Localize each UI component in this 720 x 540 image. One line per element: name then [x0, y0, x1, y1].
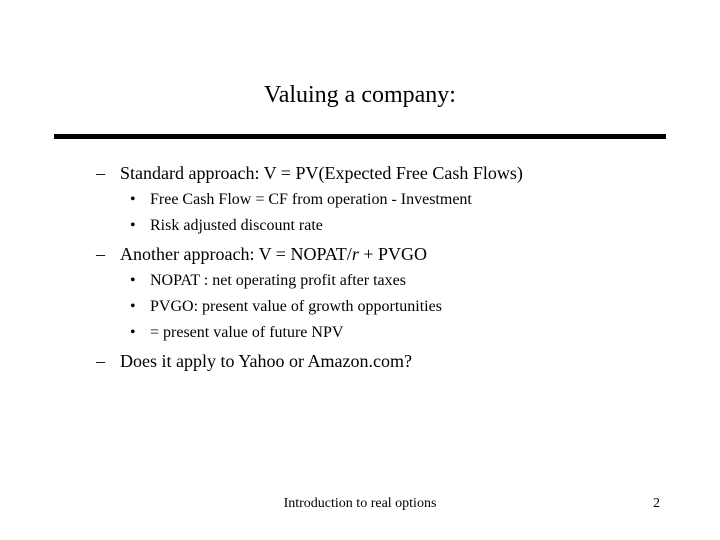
bullet-standard-approach — [96, 162, 523, 184]
dot-bullet: • — [130, 324, 136, 341]
title-divider — [54, 134, 666, 139]
bullet-text-end: + PVGO — [358, 244, 427, 264]
bullet-text-start: Another approach: V = NOPAT/ — [120, 244, 352, 264]
page-number: 2 — [653, 496, 660, 511]
sub-bullet-text: PVGO: present value of growth opportunities — [150, 298, 442, 315]
bullet-text-italic: r — [351, 244, 359, 264]
sub-bullet-future-npv — [130, 323, 343, 343]
dot-bullet: • — [130, 217, 136, 234]
dash-bullet: – — [96, 244, 105, 264]
sub-bullet-pvgo — [130, 297, 442, 317]
footer-title: Introduction to real options — [283, 496, 437, 511]
bullet-text: Standard approach: V = PV(Expected Free Cash Flows) — [120, 163, 523, 183]
dash-bullet: – — [96, 163, 105, 183]
dot-bullet: • — [130, 298, 136, 315]
sub-bullet-text: = present value of future NPV — [150, 324, 344, 341]
slide-title: Valuing a company: — [264, 82, 456, 108]
sub-bullet-text: Risk adjusted discount rate — [150, 217, 323, 234]
sub-bullet-text: NOPAT : net operating profit after taxes — [150, 272, 406, 289]
sub-bullet-discount-rate — [130, 216, 323, 236]
bullet-yahoo-amazon — [96, 350, 412, 372]
sub-bullet-free-cash-flow — [130, 190, 472, 210]
dot-bullet: • — [130, 191, 136, 208]
bullet-text: Does it apply to Yahoo or Amazon.com? — [120, 351, 412, 371]
dash-bullet: – — [96, 351, 105, 371]
dot-bullet: • — [130, 272, 136, 289]
sub-bullet-nopat — [130, 271, 406, 291]
sub-bullet-text: Free Cash Flow = CF from operation - Investment — [150, 191, 472, 208]
bullet-another-approach — [96, 243, 427, 265]
